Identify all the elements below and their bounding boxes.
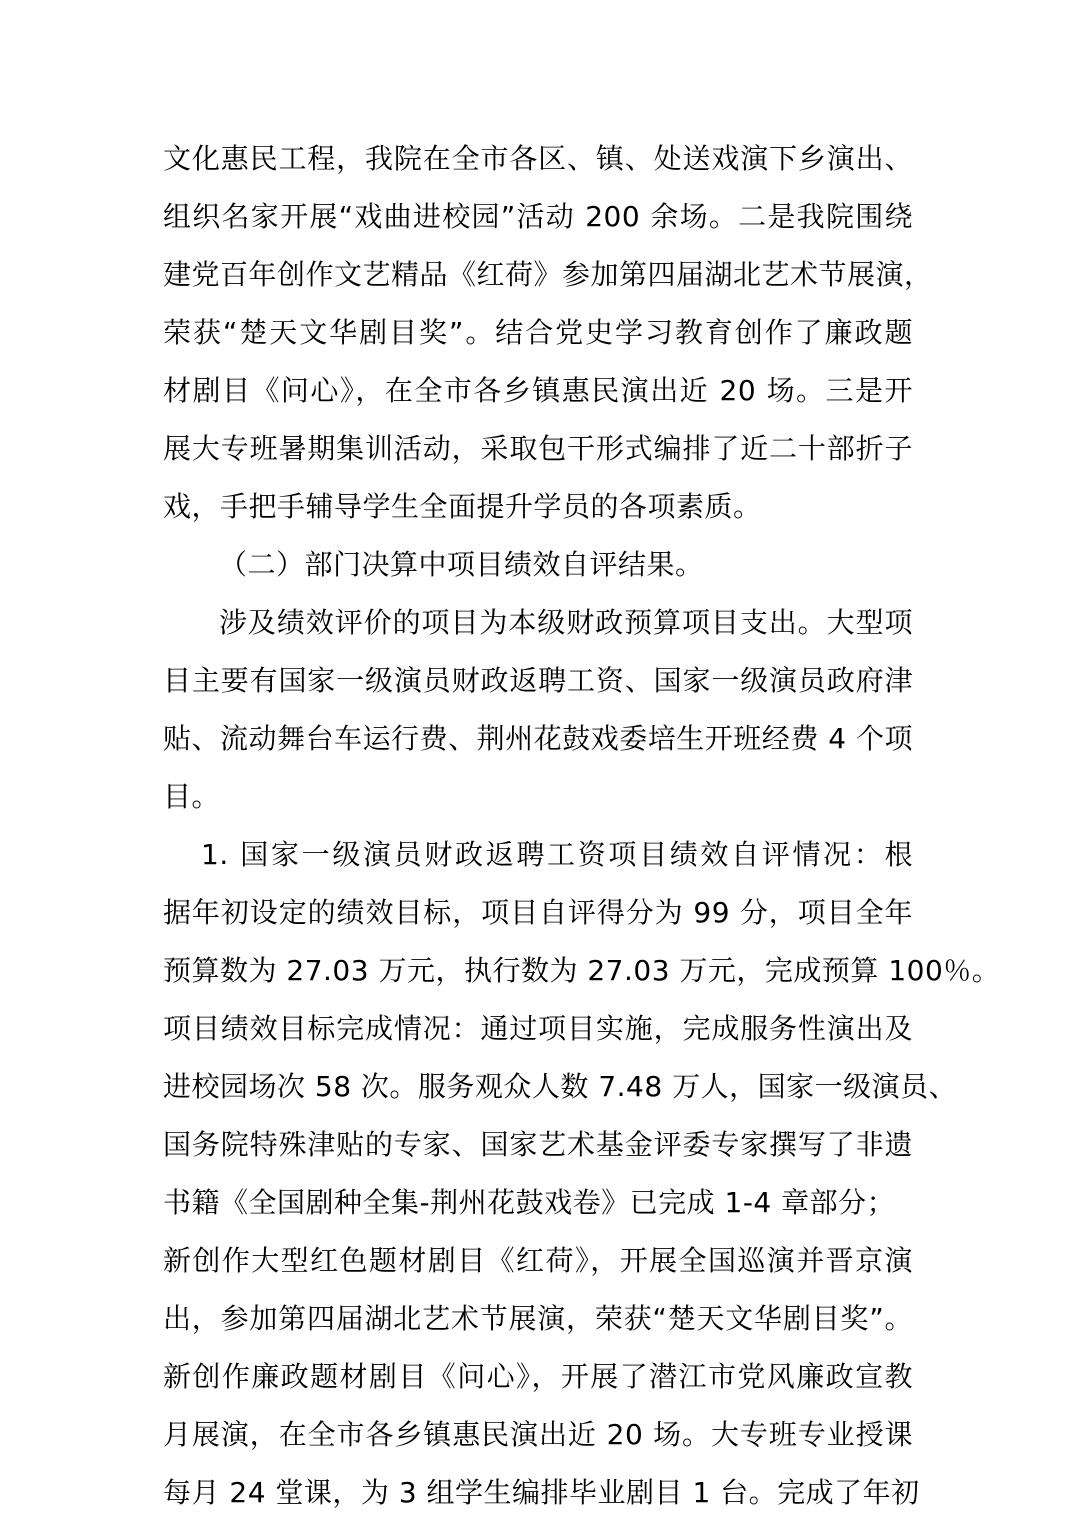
- text-line: 建党百年创作文艺精品《红荷》参加第四届湖北艺术节展演，: [163, 258, 933, 291]
- section-heading: （二）部门决算中项目绩效自评结果。: [219, 548, 704, 581]
- text-line: 项目绩效目标完成情况：通过项目实施，完成服务性演出及: [163, 1012, 913, 1045]
- text-line: 出，参加第四届湖北艺术节展演，荣获“楚天文华剧目奖”。: [163, 1302, 913, 1335]
- text-line: 文化惠民工程，我院在全市各区、镇、处送戏演下乡演出、: [163, 142, 913, 175]
- text-line: 目。: [163, 780, 221, 813]
- text-line: 材剧目《问心》，在全市各乡镇惠民演出近 20 场。三是开: [163, 374, 913, 407]
- text-line: 据年初设定的绩效目标，项目自评得分为 99 分，项目全年: [163, 896, 913, 929]
- text-line: 进校园场次 58 次。服务观众人数 7.48 万人，国家一级演员、: [163, 1070, 958, 1103]
- text-line: 目主要有国家一级演员财政返聘工资、国家一级演员政府津: [163, 664, 913, 697]
- text-line: 展大专班暑期集训活动，采取包干形式编排了近二十部折子: [163, 432, 913, 465]
- body-text: [163, 130, 1001, 1522]
- text-line: 荣获“楚天文华剧目奖”。结合党史学习教育创作了廉政题: [163, 316, 913, 349]
- text-line: 月展演，在全市各乡镇惠民演出近 20 场。大专班专业授课: [163, 1418, 913, 1451]
- text-line: 贴、流动舞台车运行费、荆州花鼓戏委培生开班经费 4 个项: [163, 722, 913, 755]
- text-line: 戏，手把手辅导学生全面提升学员的各项素质。: [163, 490, 762, 523]
- paragraph-start-line: 涉及绩效评价的项目为本级财政预算项目支出。大型项: [219, 606, 913, 639]
- paragraph-start-line: 1. 国家一级演员财政返聘工资项目绩效自评情况：根: [201, 838, 913, 871]
- text-line: 国务院特殊津贴的专家、国家艺术基金评委专家撰写了非遗: [163, 1128, 913, 1161]
- text-line: 每月 24 堂课，为 3 组学生编排毕业剧目 1 台。完成了年初: [163, 1476, 920, 1509]
- text-line: 新创作廉政题材剧目《问心》，开展了潜江市党风廉政宣教: [163, 1360, 913, 1393]
- text-line: 新创作大型红色题材剧目《红荷》，开展全国巡演并晋京演: [163, 1244, 913, 1277]
- text-line: 书籍《全国剧种全集-荆州花鼓戏卷》已完成 1-4 章部分；: [163, 1186, 896, 1219]
- text-line: 组织名家开展“戏曲进校园”活动 200 余场。二是我院围绕: [163, 200, 913, 233]
- text-line: 预算数为 27.03 万元，执行数为 27.03 万元，完成预算 100％。: [163, 954, 1001, 987]
